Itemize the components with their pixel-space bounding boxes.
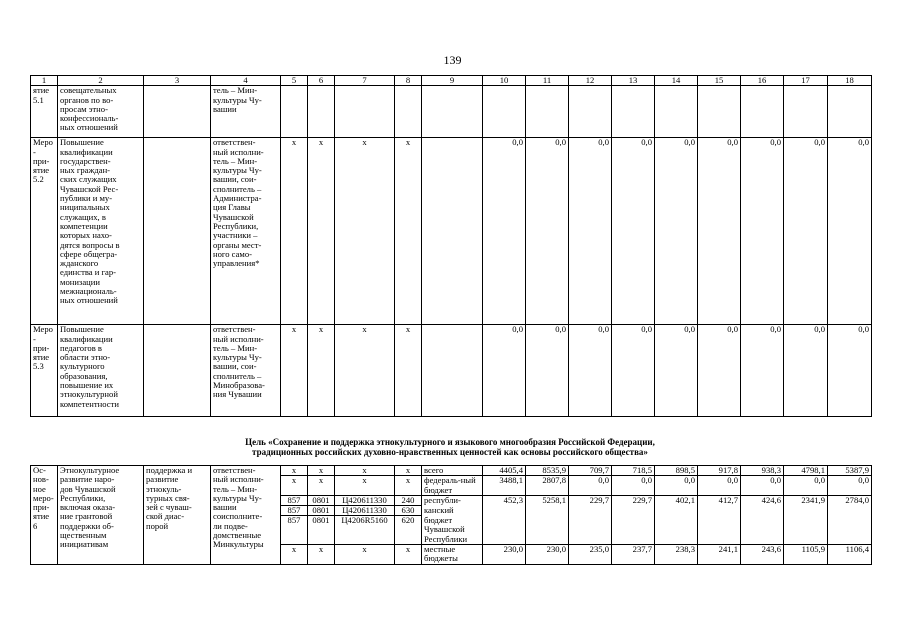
activity-name-line: ных отношений bbox=[60, 295, 118, 306]
funding-value: 0,0 bbox=[569, 325, 612, 417]
budget-code: x bbox=[308, 466, 335, 476]
responsible-executor-line: культуры Чу- bbox=[213, 165, 262, 176]
responsible-executor-line: вашии, сои- bbox=[213, 174, 257, 185]
budget-code bbox=[395, 86, 422, 138]
funding-source: местные бюджеты bbox=[422, 544, 483, 564]
funding-value: 0,0 bbox=[784, 325, 828, 417]
responsible-executor bbox=[211, 138, 281, 325]
funding-value bbox=[655, 86, 698, 138]
funding-value: 1105,9 bbox=[784, 544, 828, 564]
activity-name-line: публики и му- bbox=[60, 193, 113, 204]
funding-value bbox=[526, 506, 569, 516]
funding-value: 238,3 bbox=[655, 544, 698, 564]
funding-value: 237,7 bbox=[612, 544, 655, 564]
column-number: 1 bbox=[31, 76, 58, 86]
activity-name bbox=[58, 138, 144, 325]
responsible-executor-line: ли подве- bbox=[213, 520, 248, 531]
activity-number-line: Меро- bbox=[33, 137, 53, 157]
responsible-executor-line: ный исполни- bbox=[213, 474, 264, 485]
column-number: 2 bbox=[58, 76, 144, 86]
activity-name-line: включая оказа- bbox=[60, 502, 116, 513]
funding-value: 0,0 bbox=[741, 325, 784, 417]
budget-code: x bbox=[308, 325, 335, 417]
column-number: 6 bbox=[308, 76, 335, 86]
funding-value: 5258,1 bbox=[526, 495, 569, 505]
budget-code: x bbox=[395, 138, 422, 325]
column-number: 4 bbox=[211, 76, 281, 86]
funding-value bbox=[526, 86, 569, 138]
funding-source: бюджет Чувашской Республики bbox=[422, 516, 483, 544]
activity-goal-line: порой bbox=[146, 520, 169, 531]
funding-value: 0,0 bbox=[741, 138, 784, 325]
funding-value bbox=[612, 516, 655, 544]
funding-value: 229,7 bbox=[569, 495, 612, 505]
funding-value: 0,0 bbox=[612, 138, 655, 325]
empty-cell bbox=[422, 138, 483, 325]
activity-name-line: конфессиональ- bbox=[60, 113, 119, 124]
responsible-executor-line: тель – Мин- bbox=[213, 342, 258, 353]
responsible-executor-line: культуры Чу- bbox=[213, 94, 262, 105]
funding-value: 0,0 bbox=[526, 325, 569, 417]
funding-value: 1106,4 bbox=[828, 544, 872, 564]
responsible-executor-line: культуры Чу- bbox=[213, 492, 262, 503]
activity-number-line: 5.2 bbox=[33, 174, 44, 185]
funding-value: 402,1 bbox=[655, 495, 698, 505]
budget-code: x bbox=[281, 544, 308, 564]
funding-value: 0,0 bbox=[741, 476, 784, 496]
program-table-part2 bbox=[30, 465, 872, 565]
funding-source: федераль-ный бюджет bbox=[422, 476, 483, 496]
funding-value: 2784,0 bbox=[828, 495, 872, 505]
empty-cell bbox=[144, 86, 211, 138]
table-row bbox=[31, 138, 872, 325]
funding-value: 4798,1 bbox=[784, 466, 828, 476]
responsible-executor-line: сполнитель – bbox=[213, 370, 262, 381]
activity-number bbox=[31, 86, 58, 138]
funding-value bbox=[784, 86, 828, 138]
activity-name-line: компетенции bbox=[60, 220, 108, 231]
activity-number-line: ное bbox=[33, 483, 46, 494]
responsible-executor-line: ния Чувашии bbox=[213, 389, 262, 400]
activity-name-line: квалификации bbox=[60, 146, 113, 157]
budget-code: 857 bbox=[281, 516, 308, 544]
budget-code: x bbox=[308, 476, 335, 496]
activity-number-line: ятие 6 bbox=[33, 511, 50, 531]
budget-code: x bbox=[335, 325, 395, 417]
responsible-executor-line: тель – Мин- bbox=[213, 85, 258, 96]
activity-name-line: Повышение bbox=[60, 324, 104, 335]
activity-goal-line: развитие bbox=[146, 474, 179, 485]
activity-name-line: служащих, в bbox=[60, 211, 106, 222]
funding-value bbox=[569, 516, 612, 544]
responsible-executor-line: культуры Чу- bbox=[213, 352, 262, 363]
responsible-executor-line: ответствен- bbox=[213, 465, 256, 475]
responsible-executor-line: тель – Мин- bbox=[213, 155, 258, 166]
funding-value bbox=[741, 86, 784, 138]
funding-value: 3488,1 bbox=[483, 476, 526, 496]
budget-code: x bbox=[395, 544, 422, 564]
funding-value: 243,6 bbox=[741, 544, 784, 564]
activity-name-line: государствен- bbox=[60, 155, 111, 166]
activity-number-line: Ос- bbox=[33, 465, 46, 475]
activity-name-line: квалификации bbox=[60, 333, 113, 344]
funding-source: всего bbox=[422, 466, 483, 476]
funding-value bbox=[784, 516, 828, 544]
budget-code: x bbox=[308, 544, 335, 564]
budget-code: Ц420611330 bbox=[335, 506, 395, 516]
responsible-executor-line: вашии, сои- bbox=[213, 361, 257, 372]
funding-value: 230,0 bbox=[483, 544, 526, 564]
activity-name-line: дов Чувашской bbox=[60, 483, 116, 494]
activity-name-line: которых нахо- bbox=[60, 230, 112, 241]
budget-code: 630 bbox=[395, 506, 422, 516]
funding-value: 235,0 bbox=[569, 544, 612, 564]
funding-value bbox=[526, 516, 569, 544]
responsible-executor-line: вашии bbox=[213, 502, 237, 513]
column-number: 15 bbox=[698, 76, 741, 86]
budget-code: Ц4206R5160 bbox=[335, 516, 395, 544]
column-number: 7 bbox=[335, 76, 395, 86]
budget-code: 0801 bbox=[308, 495, 335, 505]
funding-value bbox=[828, 516, 872, 544]
budget-code: 0801 bbox=[308, 516, 335, 544]
funding-value: 938,3 bbox=[741, 466, 784, 476]
funding-value: 2341,9 bbox=[784, 495, 828, 505]
responsible-executor-line: управления* bbox=[213, 258, 260, 269]
activity-name-line: сфере общегра- bbox=[60, 248, 118, 259]
activity-name-line: ных граждан- bbox=[60, 165, 111, 176]
funding-value: 0,0 bbox=[483, 138, 526, 325]
budget-code: x bbox=[281, 466, 308, 476]
budget-code: x bbox=[335, 476, 395, 496]
column-number: 18 bbox=[828, 76, 872, 86]
responsible-executor-line: Республики, bbox=[213, 220, 259, 231]
responsible-executor-line: Чувашской bbox=[213, 211, 254, 222]
funding-value bbox=[698, 506, 741, 516]
funding-value: 0,0 bbox=[784, 476, 828, 496]
goal-line-2: традиционных российских духовно-нравственных ценностей как основы российского общества» bbox=[252, 447, 648, 457]
activity-name-line: щественным bbox=[60, 530, 107, 541]
activity-number-line: при- bbox=[33, 502, 50, 513]
responsible-executor-line: сполнитель – bbox=[213, 183, 262, 194]
funding-value: 0,0 bbox=[612, 325, 655, 417]
budget-code: x bbox=[395, 466, 422, 476]
funding-value bbox=[483, 86, 526, 138]
activity-goal-line: турных свя- bbox=[146, 492, 190, 503]
funding-source: канский bbox=[422, 506, 483, 516]
activity-number-line: 5.3 bbox=[33, 361, 44, 372]
activity-name-line: культурного bbox=[60, 361, 105, 372]
column-number: 9 bbox=[422, 76, 483, 86]
activity-name-line: Чувашской Рес- bbox=[60, 183, 119, 194]
budget-code: x bbox=[335, 138, 395, 325]
responsible-executor-line: тель – Мин- bbox=[213, 483, 258, 494]
activity-name-line: повышение их bbox=[60, 380, 114, 391]
budget-code: x bbox=[308, 138, 335, 325]
activity-goal bbox=[144, 466, 211, 565]
funding-value: 2807,8 bbox=[526, 476, 569, 496]
funding-value: 0,0 bbox=[655, 138, 698, 325]
budget-code: x bbox=[335, 544, 395, 564]
activity-name-line: просам этно- bbox=[60, 103, 108, 114]
column-number: 17 bbox=[784, 76, 828, 86]
activity-name-line: единства и гар- bbox=[60, 267, 116, 278]
funding-value: 0,0 bbox=[526, 138, 569, 325]
activity-name-line: Этнокультурное bbox=[60, 465, 120, 475]
funding-value bbox=[569, 506, 612, 516]
funding-value: 0,0 bbox=[655, 325, 698, 417]
funding-value bbox=[612, 506, 655, 516]
column-number: 8 bbox=[395, 76, 422, 86]
budget-code: 240 bbox=[395, 495, 422, 505]
funding-value: 5387,9 bbox=[828, 466, 872, 476]
activity-name-line: органов по во- bbox=[60, 94, 114, 105]
activity-name-line: области этно- bbox=[60, 352, 111, 363]
goal-line-1: Цель «Сохранение и поддержка этнокультурного и языкового многообразия Российской Федерации, bbox=[245, 437, 655, 447]
program-table-part1 bbox=[30, 75, 872, 417]
funding-value bbox=[828, 86, 872, 138]
budget-code: 0801 bbox=[308, 506, 335, 516]
empty-cell bbox=[144, 138, 211, 325]
activity-name-line: ние грантовой bbox=[60, 511, 113, 522]
column-number: 11 bbox=[526, 76, 569, 86]
funding-value: 8535,9 bbox=[526, 466, 569, 476]
activity-number-line: ятие bbox=[33, 85, 50, 96]
column-number: 16 bbox=[741, 76, 784, 86]
activity-name-line: Республики, bbox=[60, 492, 106, 503]
responsible-executor-line: ответствен- bbox=[213, 137, 256, 148]
funding-value: 709,7 bbox=[569, 466, 612, 476]
funding-value bbox=[483, 506, 526, 516]
activity-name-line: дятся вопросы в bbox=[60, 239, 120, 250]
responsible-executor-line: Минкультуры bbox=[213, 539, 264, 550]
activity-goal-line: этнокуль- bbox=[146, 483, 182, 494]
budget-code: x bbox=[281, 325, 308, 417]
responsible-executor-line: участники – bbox=[213, 230, 258, 241]
funding-value: 0,0 bbox=[698, 325, 741, 417]
funding-value: 898,5 bbox=[655, 466, 698, 476]
budget-code: 857 bbox=[281, 495, 308, 505]
funding-value: 424,6 bbox=[741, 495, 784, 505]
activity-name-line: ских служащих bbox=[60, 174, 117, 185]
table-row bbox=[31, 325, 872, 417]
table-row bbox=[31, 466, 872, 476]
funding-value bbox=[655, 516, 698, 544]
funding-value: 4405,4 bbox=[483, 466, 526, 476]
funding-value bbox=[828, 506, 872, 516]
budget-code: 857 bbox=[281, 506, 308, 516]
responsible-executor-line: ответствен- bbox=[213, 324, 256, 335]
activity-name-line: развитие наро- bbox=[60, 474, 115, 485]
activity-number-line: ятие bbox=[33, 352, 50, 363]
column-number: 3 bbox=[144, 76, 211, 86]
funding-value bbox=[698, 516, 741, 544]
activity-name bbox=[58, 466, 144, 565]
activity-number bbox=[31, 325, 58, 417]
activity-number bbox=[31, 466, 58, 565]
funding-value: 412,7 bbox=[698, 495, 741, 505]
budget-code: x bbox=[281, 476, 308, 496]
funding-value: 917,8 bbox=[698, 466, 741, 476]
funding-value bbox=[612, 86, 655, 138]
responsible-executor-line: ция Главы bbox=[213, 202, 251, 213]
activity-number-line: Меро- bbox=[33, 324, 53, 344]
goal-heading bbox=[30, 437, 870, 457]
empty-cell bbox=[144, 325, 211, 417]
activity-name-line: ниципальных bbox=[60, 202, 110, 213]
budget-code: x bbox=[395, 476, 422, 496]
funding-value: 0,0 bbox=[698, 138, 741, 325]
responsible-executor-line: соисполните- bbox=[213, 511, 263, 522]
activity-goal-line: зей с чуваш- bbox=[146, 502, 192, 513]
funding-value bbox=[655, 506, 698, 516]
funding-value bbox=[483, 516, 526, 544]
responsible-executor-line: Администра- bbox=[213, 193, 262, 204]
activity-name-line: компетентности bbox=[60, 398, 119, 409]
activity-name bbox=[58, 86, 144, 138]
funding-value: 0,0 bbox=[828, 138, 872, 325]
funding-value: 0,0 bbox=[655, 476, 698, 496]
funding-value bbox=[698, 86, 741, 138]
funding-value bbox=[741, 506, 784, 516]
activity-name-line: монизации bbox=[60, 276, 100, 287]
responsible-executor bbox=[211, 325, 281, 417]
activity-name-line: ных отношений bbox=[60, 122, 118, 133]
funding-value: 0,0 bbox=[483, 325, 526, 417]
responsible-executor-line: вашии bbox=[213, 103, 237, 114]
budget-code: x bbox=[335, 466, 395, 476]
funding-value: 0,0 bbox=[569, 476, 612, 496]
funding-value: 718,5 bbox=[612, 466, 655, 476]
column-number: 13 bbox=[612, 76, 655, 86]
activity-goal-line: поддержка и bbox=[146, 465, 193, 475]
column-number: 12 bbox=[569, 76, 612, 86]
activity-name-line: поддержки об- bbox=[60, 520, 114, 531]
funding-value: 0,0 bbox=[612, 476, 655, 496]
budget-code: 620 bbox=[395, 516, 422, 544]
funding-value: 0,0 bbox=[698, 476, 741, 496]
budget-code: x bbox=[281, 138, 308, 325]
funding-value: 230,0 bbox=[526, 544, 569, 564]
funding-value: 229,7 bbox=[612, 495, 655, 505]
funding-value: 0,0 bbox=[784, 138, 828, 325]
responsible-executor-line: ного само- bbox=[213, 248, 252, 259]
budget-code: x bbox=[395, 325, 422, 417]
funding-source: республи- bbox=[422, 495, 483, 505]
activity-number-line: меро- bbox=[33, 492, 54, 503]
responsible-executor-line: домственные bbox=[213, 530, 262, 541]
activity-number-line: нов- bbox=[33, 474, 49, 485]
empty-cell bbox=[422, 86, 483, 138]
responsible-executor bbox=[211, 466, 281, 565]
empty-cell bbox=[422, 325, 483, 417]
activity-number-line: при- bbox=[33, 155, 50, 166]
activity-name-line: этнокультурной bbox=[60, 389, 118, 400]
activity-name-line: межнациональ- bbox=[60, 286, 117, 297]
activity-name-line: совещательных bbox=[60, 85, 117, 96]
funding-value bbox=[569, 86, 612, 138]
budget-code bbox=[308, 86, 335, 138]
page-number: 139 bbox=[443, 53, 462, 67]
responsible-executor-line: ный исполни- bbox=[213, 146, 264, 157]
funding-value: 241,1 bbox=[698, 544, 741, 564]
responsible-executor-line: Минобразова- bbox=[213, 380, 265, 391]
column-number: 14 bbox=[655, 76, 698, 86]
funding-value bbox=[741, 516, 784, 544]
activity-name bbox=[58, 325, 144, 417]
activity-name-line: Повышение bbox=[60, 137, 104, 148]
activity-name-line: жданского bbox=[60, 258, 99, 269]
responsible-executor-line: ный исполни- bbox=[213, 333, 264, 344]
funding-value: 0,0 bbox=[828, 325, 872, 417]
activity-goal-line: ской диас- bbox=[146, 511, 185, 522]
column-number: 10 bbox=[483, 76, 526, 86]
activity-number-line: 5.1 bbox=[33, 94, 44, 105]
budget-code bbox=[281, 86, 308, 138]
budget-code: Ц420611330 bbox=[335, 495, 395, 505]
activity-number-line: при- bbox=[33, 342, 50, 353]
activity-number-line: ятие bbox=[33, 165, 50, 176]
funding-value bbox=[784, 506, 828, 516]
column-number: 5 bbox=[281, 76, 308, 86]
responsible-executor bbox=[211, 86, 281, 138]
activity-name-line: педагогов в bbox=[60, 342, 102, 353]
funding-value: 0,0 bbox=[569, 138, 612, 325]
column-number-row bbox=[31, 76, 872, 86]
activity-name-line: инициативам bbox=[60, 539, 109, 550]
funding-value: 452,3 bbox=[483, 495, 526, 505]
responsible-executor-line: органы мест- bbox=[213, 239, 262, 250]
activity-number bbox=[31, 138, 58, 325]
budget-code bbox=[335, 86, 395, 138]
table-row bbox=[31, 86, 872, 138]
activity-name-line: образования, bbox=[60, 370, 108, 381]
funding-value: 0,0 bbox=[828, 476, 872, 496]
